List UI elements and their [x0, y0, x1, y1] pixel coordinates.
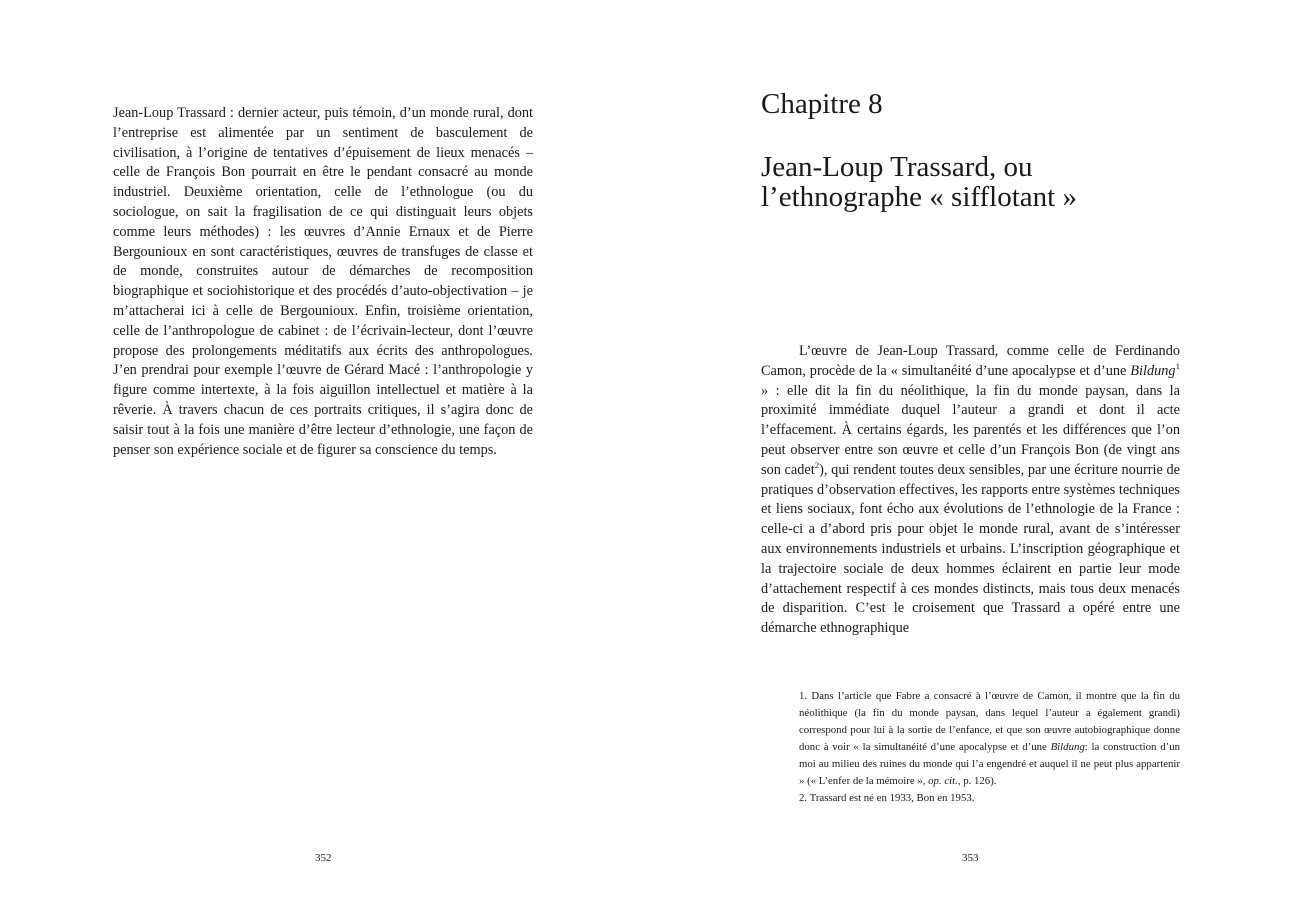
footnote-1-italic-bildung: Bildung: [1050, 741, 1085, 753]
page-number-right: 353: [962, 852, 979, 864]
chapter-title: [761, 152, 1181, 212]
left-paragraph: Jean-Loup Trassard : dernier acteur, puis témoin, d’un monde rural, dont l’entreprise est alimentée par un sentiment de basculement de civilisation, à l’origine de tentatives d’épuisement de lieux menacés – celle de François Bon pourrait en être le pendant consacré au monde industriel. Deuxième orientation, celle de l’ethnologue (ou du sociologue, on sait la fragilisation de ce qui distinguait leurs objets comme leurs méthodes) : les œuvres d’Annie Ernaux et de Pierre Bergounioux en sont caractéristiques, œuvres de transfuges de classe et de monde, construites autour de démarches de recomposition biographique et sociohistorique et des procédés d’auto-objectivation – je m’attacherai ici à celle de Bergounioux. Enfin, troisième orientation, celle de l’anthropologue de cabinet : de l’écrivain-lecteur, dont l’œuvre propose des prolongements méditatifs aux écrits des anthropologues. J’en prendrai pour exemple l’œuvre de Gérard Macé : l’anthropologie y figure comme intertexte, à la fois aiguillon intellectuel et matière à la rêverie. À travers chacun de ces portraits critiques, il s’agira donc de saisir tout à la fois une manière d’être lecteur d’ethnologie, une façon de penser son expérience sociale et de figurer sa conscience du temps.: [113, 105, 533, 458]
page-number-left: 352: [315, 852, 332, 864]
paragraph-italic-bildung: Bildung: [1130, 362, 1176, 379]
chapter-title-line2: l’ethnographe « sifflotant »: [761, 181, 1077, 213]
footnote-1-text-2: : la construction d’un moi au milieu des ruines du monde qui l’a engendré et auquel il ne peut plus appartenir » (« L’enfer de la mémoire »,: [799, 741, 1180, 787]
paragraph-text-1: L’œuvre de Jean-Loup Trassard, comme celle de Ferdinando Camon, procède de la « simultanéité d’une apocalypse et d’une: [761, 343, 1180, 379]
chapter-label: Chapitre 8: [761, 88, 883, 120]
right-paragraph: [761, 342, 1180, 639]
footnotes: [799, 688, 1180, 807]
footnote-ref-1[interactable]: 1: [1175, 361, 1180, 372]
footnote-2: 2. Trassard est né en 1933, Bon en 1953.: [799, 792, 975, 804]
right-body-text: [761, 342, 1180, 639]
left-page: [0, 0, 646, 913]
paragraph-text-2: » : elle dit la fin du néolithique, la fin du monde paysan, dans la proximité immédiate duquel l’auteur a grandi et dont il acte l’effacement. À certains égards, les parentés et les différences que l’on peut observer entre son œuvre et celle d’un François Bon (de vingt ans son cadet: [761, 382, 1180, 478]
footnote-1-text-3: , p. 126).: [957, 775, 997, 787]
footnote-1: [799, 688, 1180, 790]
left-body-text: [113, 104, 533, 460]
footnote-1-italic-opcit: op. cit.: [928, 775, 958, 787]
right-page: [646, 0, 1293, 913]
paragraph-text-3: ), qui rendent toutes deux sensibles, par une écriture nourrie de pratiques d’observation effectives, les rapports entre systèmes techniques et liens sociaux, font écho aux évolutions de l’ethnologie de la France : celle-ci a d’abord pris pour objet le monde rural, avant de s’intéresser aux environnements industriels et urbains. L’inscription géographique et la trajectoire sociale de deux hommes éclairent en partie leur mode d’attachement respectif à ces mondes distincts, mais tous deux menacés de disparition. C’est le croisement que Trassard a opéré entre une démarche ethnographique: [761, 461, 1181, 637]
footnote-ref-2[interactable]: 2: [814, 460, 820, 471]
footnote-1-text-1: 1. Dans l’article que Fabre a consacré à l’œuvre de Camon, il montre que la fin du néolithique (la fin du monde paysan, dans lequel l’auteur a également grandi) correspond pour lui à la sortie de l’enfance, et que son œuvre autobiographique donne donc à voir « la simultanéité d’une apocalypse et d’une: [799, 690, 1180, 753]
chapter-title-line1: Jean-Loup Trassard, ou: [761, 151, 1033, 183]
